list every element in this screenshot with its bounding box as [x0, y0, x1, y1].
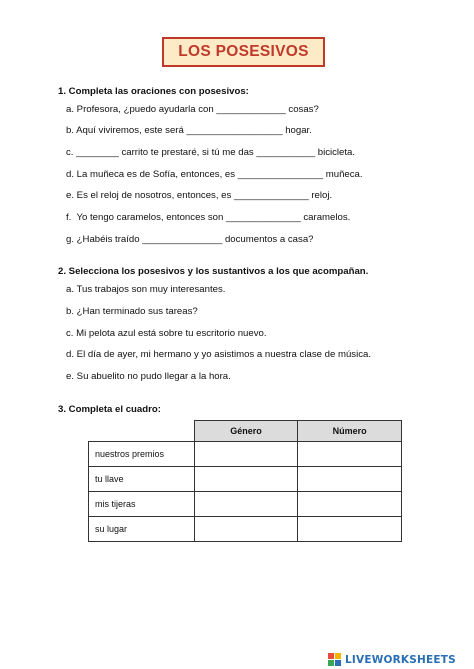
numero-cell[interactable] [298, 492, 402, 517]
header-numero: Número [298, 421, 402, 442]
row-label: nuestros premios [89, 442, 195, 467]
section2-item-e[interactable]: e. Su abuelito no pudo llegar a la hora. [66, 371, 231, 382]
section2-item-c[interactable]: c. Mi pelota azul está sobre tu escritorio nuevo. [66, 328, 267, 339]
section2-heading: 2. Selecciona los posesivos y los sustantivos a los que acompañan. [58, 266, 369, 277]
row-label: mis tijeras [89, 492, 195, 517]
section1-item-f: f. Yo tengo caramelos, entonces son ______________ caramelos. [66, 212, 351, 223]
section1-item-b: b. Aquí viviremos, este será __________________ hogar. [66, 125, 312, 136]
liveworksheets-logo[interactable] [328, 652, 456, 668]
row-label: su lugar [89, 517, 195, 542]
section1-item-a: a. Profesora, ¿puedo ayudarla con _____________ cosas? [66, 104, 319, 115]
liveworksheets-mark-icon [328, 653, 342, 667]
section2-item-a[interactable]: a. Tus trabajos son muy interesantes. [66, 284, 226, 295]
numero-cell[interactable] [298, 467, 402, 492]
genero-cell[interactable] [194, 467, 298, 492]
section1-heading: 1. Completa las oraciones con posesivos: [58, 86, 249, 97]
numero-cell[interactable] [298, 517, 402, 542]
numero-cell[interactable] [298, 442, 402, 467]
section1-item-c: c. ________ carrito te prestaré, si tú me das ___________ bicicleta. [66, 147, 356, 158]
title-box [162, 37, 325, 67]
row-label: tu llave [89, 467, 195, 492]
header-genero: Género [194, 421, 298, 442]
section1-item-d: d. La muñeca es de Sofía, entonces, es ________________ muñeca. [66, 169, 363, 180]
table-row [89, 517, 402, 542]
section2-item-b[interactable]: b. ¿Han terminado sus tareas? [66, 306, 198, 317]
table-row [89, 492, 402, 517]
section1-item-e: e. Es el reloj de nosotros, entonces, es ______________ reloj. [66, 190, 333, 201]
liveworksheets-brand: LIVEWORKSHEETS [345, 654, 456, 666]
section3-heading: 3. Completa el cuadro: [58, 404, 161, 415]
section1-item-g: g. ¿Habéis traído _______________ documentos a casa? [66, 234, 314, 245]
table-row [89, 467, 402, 492]
genero-cell[interactable] [194, 442, 298, 467]
page-title: LOS POSESIVOS [178, 43, 309, 60]
table-corner [89, 421, 195, 442]
section2-item-d[interactable]: d. El día de ayer, mi hermano y yo asistimos a nuestra clase de música. [66, 349, 372, 360]
table-row [89, 442, 402, 467]
genero-cell[interactable] [194, 492, 298, 517]
exercise-table [88, 420, 402, 542]
genero-cell[interactable] [194, 517, 298, 542]
